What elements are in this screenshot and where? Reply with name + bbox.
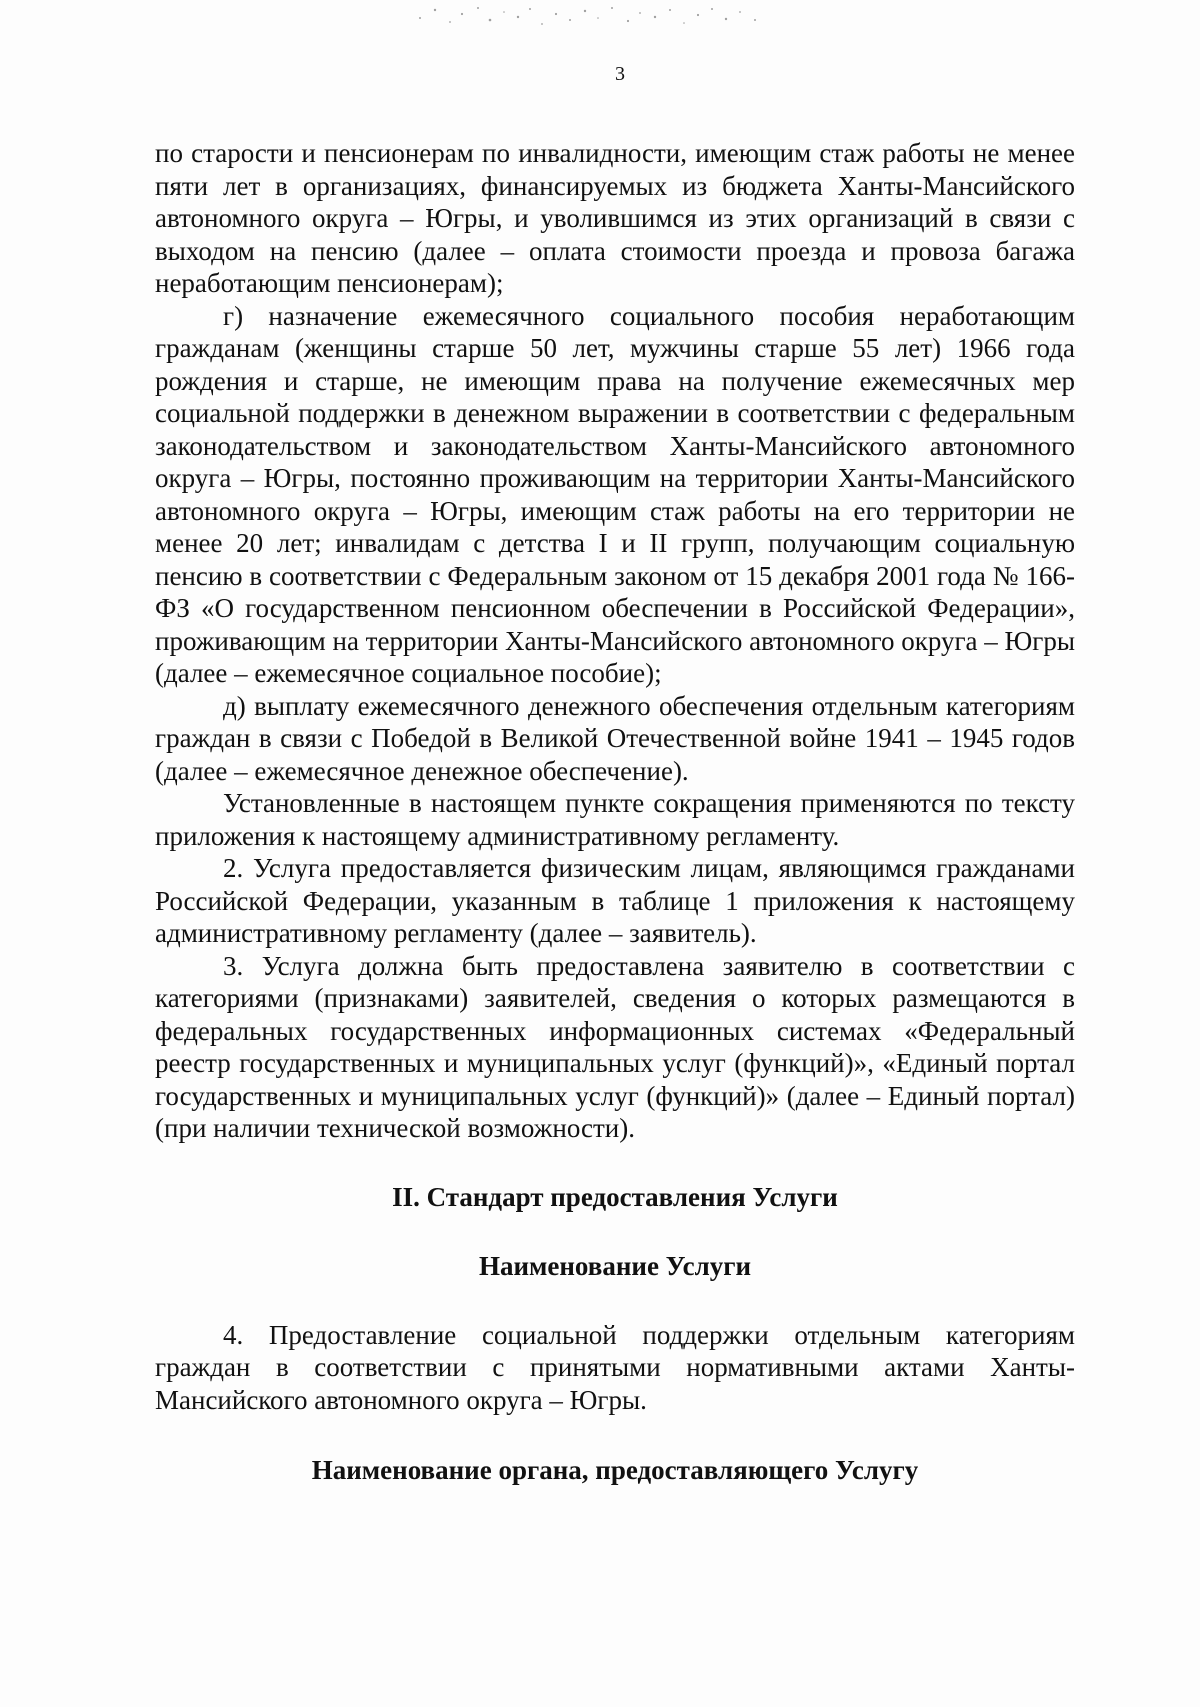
paragraph-item-d: д) выплату ежемесячного денежного обеспечения отдельным категориям граждан в связи с Победой в Великой Отечественной войне 1941 – 1945 годов (далее – ежемесячное денежное обеспечение).	[155, 690, 1075, 786]
subheading-service-name: Наименование Услуги	[478, 1250, 752, 1281]
paragraph-item-g: г) назначение ежемесячного социального пособия неработающим гражданам (женщины старше 50 лет, мужчины старше 55 лет) 1966 года рождения и старше, не имеющим права на получение ежемесячных мер социальной поддержки в денежном выражении в соответствии с федеральным законодательством и законодательством Ханты-Мансийского автономного округа – Югры, постоянно проживающим на территории Ханты-Мансийского автономного округа – Югры, имеющим стаж работы на его территории не менее 20 лет; инвалидам с детства I и II групп, получающим социальную пенсию в соответствии с Федеральным законом от 15 декабря 2001 года № 166-ФЗ «О государственном пенсионном обеспечении в Российской Федерации», проживающим на территории Ханты-Мансийского автономного округа – Югры (далее – ежемесячное социальное пособие);	[155, 300, 1075, 688]
paragraph-continuation: по старости и пенсионерам по инвалидности, имеющим стаж работы не менее пяти лет в организациях, финансируемых из бюджета Ханты-Мансийского автономного округа – Югры, и уволившимся из этих организаций в связи с выходом на пенсию (далее – оплата стоимости проезда и провоза багажа неработающим пенсионерам);	[155, 138, 1075, 298]
document-body	[155, 137, 1075, 1486]
page-number: 3	[615, 63, 625, 85]
scan-noise-artifact	[400, 0, 780, 40]
paragraph-abbreviations-note: Установленные в настоящем пункте сокращения применяются по тексту приложения к настоящему административному регламенту.	[155, 788, 1075, 851]
paragraph-4: 4. Предоставление социальной поддержки отдельным категориям граждан в соответствии с принятыми нормативными актами Ханты-Мансийского автономного округа – Югры.	[155, 1319, 1075, 1415]
section-heading: II. Стандарт предоставления Услуги	[392, 1181, 838, 1212]
subheading-provider-name: Наименование органа, предоставляющего Услугу	[311, 1455, 919, 1485]
paragraph-3: 3. Услуга должна быть предоставлена заявителю в соответствии с категориями (признаками) заявителей, сведения о которых размещаются в федеральных государственных информационных системах «Федеральный реестр государственных и муниципальных услуг (функций)», «Единый портал государственных и муниципальных услуг (функций)» (далее – Единый портал) (при наличии технической возможности).	[155, 950, 1075, 1143]
paragraph-2: 2. Услуга предоставляется физическим лицам, являющимся гражданами Российской Федерации, указанным в таблице 1 приложения к настоящему административному регламенту (далее – заявитель).	[155, 853, 1075, 948]
